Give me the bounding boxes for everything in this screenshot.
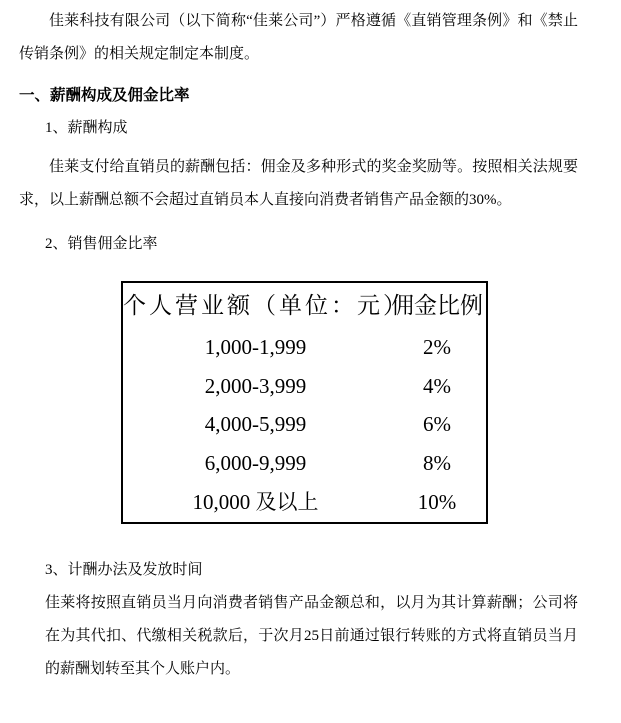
cell-rate: 8% bbox=[422, 451, 451, 476]
table-row bbox=[123, 328, 486, 367]
item3-title: 3、计酬办法及发放时间 bbox=[45, 562, 203, 578]
header-turnover: 个人营业额（单位：元） bbox=[123, 293, 409, 318]
cell-turnover: 2,000-3,999 bbox=[204, 373, 307, 398]
cell-turnover: 10,000 及以上 bbox=[192, 490, 319, 515]
item3-body: 佳莱将按照直销员当月向消费者销售产品金额总和，以月为其计算薪酬；公司将在为其代扣、代缴相关税款后，于次月25日前通过银行转账的方式将直销员当月的薪酬划转至其个人账户内。 bbox=[45, 595, 578, 677]
cell-turnover: 6,000-9,999 bbox=[204, 451, 307, 476]
commission-table-header-row bbox=[123, 283, 486, 328]
table-row bbox=[123, 406, 486, 445]
item1-title: 1、薪酬构成 bbox=[45, 120, 128, 136]
cell-rate: 4% bbox=[422, 373, 451, 398]
table-row bbox=[123, 444, 486, 483]
intro-paragraph: 佳莱科技有限公司（以下简称“佳莱公司”）严格遵循《直销管理条例》和《禁止传销条例》的相关规定制定本制度。 bbox=[19, 13, 578, 62]
cell-turnover: 4,000-5,999 bbox=[204, 412, 307, 437]
header-rate: 佣金比例 bbox=[390, 293, 483, 318]
commission-table bbox=[121, 281, 488, 524]
cell-turnover: 1,000-1,999 bbox=[204, 334, 307, 359]
cell-rate: 10% bbox=[417, 490, 457, 515]
section-heading: 一、薪酬构成及佣金比率 bbox=[19, 87, 190, 104]
item1-body: 佳莱支付给直销员的薪酬包括：佣金及多种形式的奖金奖励等。按照相关法规要求，以上薪酬总额不会超过直销员本人直接向消费者销售产品金额的30%。 bbox=[19, 159, 578, 208]
item2-title: 2、销售佣金比率 bbox=[45, 236, 158, 252]
cell-rate: 2% bbox=[422, 334, 451, 359]
table-row bbox=[123, 483, 486, 522]
table-row bbox=[123, 367, 486, 406]
cell-rate: 6% bbox=[422, 412, 451, 437]
